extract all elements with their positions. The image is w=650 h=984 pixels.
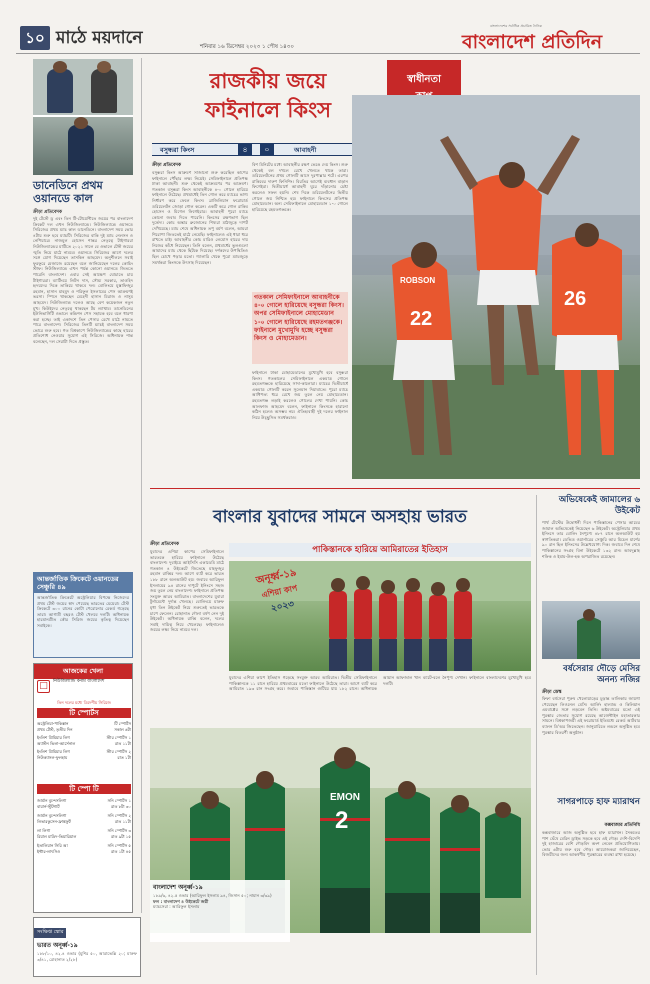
hero-body-col-2: বিশ মিনিটের মধ্যে আবাহনীর রক্ষণ ভেঙে দেয় কিংস। শুরু থেকেই বল দখলে রেখে খেলতে থাকে তারা। ডরিয়েলটনের প্রথম গোলটি আসে দূরপাল্লার শটে। এরপর রাকিবের দারুণ ফিনিশিং। বিরতির আগেই ব্যবধান বাড়ান ফিগেইরা। দ্বিতীয়ার্ধে আবাহনী ঘুরে দাঁড়ানোর চেষ্টা করলেও সফল হয়নি। শেষ দিকে ডরিয়েলটনের দ্বিতীয় গোলে জয় নিশ্চিত হয়। ফাইনালে কিংসের প্রতিপক্ষ মোহামেডান। অন্য সেমিফাইনালে মোহামেডান ১-০ গোলে হারিয়েছে রহমতগঞ্জকে। xyxy=(252,162,348,212)
tv-row: বায়ার্ন-স্টুটগার্ট রাত ৮টা ৩০ xyxy=(37,803,131,809)
intl-box-body: আন্তর্জাতিক ক্রিকেটে অস্ট্রেলিয়ার বিপক্ষে নিজেদের প্রথম টেস্ট জয়ের স্বাদ পেয়েছে ভারতের মেয়েরা। টেস্ট ক্রিকেটে ৩০০ রানের কোটা পেরোনোর রেকর্ড গড়েছে তারা। আগামী বছরও টেস্ট খেলবে দলটি। অধিনায়ক হারমানপ্রীত কৌর সিরিজ জয়ের কৃতিত্ব দিয়েছেন সবাইকে। xyxy=(37,595,129,628)
section-name: মাঠে ময়দানে xyxy=(56,28,143,48)
team-a-name: বসুন্ধরা কিংস xyxy=(160,146,195,154)
intl-box-title: আন্তর্জাতিক ক্রিকেটে ওয়ানডের সেঞ্চুরি ৪৯ xyxy=(34,573,132,593)
jamal-photo-art xyxy=(542,601,640,659)
tv-row: রিয়াল মাদ্রিদ-ভিয়ারিয়াল রাত ৯টা ১৫ xyxy=(37,833,131,839)
tv-row: অস্ট্রেলিয়া-পাকিস্তান টি স্পোর্টস xyxy=(37,721,131,726)
scorecard-team1: ভারত অনূর্ধ্ব-১৯ xyxy=(37,942,78,949)
hero-body-col-1: বসুন্ধরা কিংস আক্রমণ সাজানো শুরু করেছিল কাপের ফাইনালে পৌঁছার লক্ষ্য নিয়েই। সেমিফাইনালে প্রতিপক্ষ ঢাকা আবাহনী। শুরু থেকেই আক্রমণের পর আক্রমণ। গতকাল বসুন্ধরা কিংস আবাহনীকে ৪-০ গোলে হারিয়ে ফাইনালে উঠেছে। প্রথমার্ধেই তিন গোল করে ম্যাচের ভাগ্য নির্ধারণ করে ফেলে কিংস। ব্রাজিলিয়ান ফরোয়ার্ড ডরিয়েলটন জোড়া গোল করেন। একটি করে গোল রাকিব হোসেন ও মিগেল ফিগেইরার। আবাহনী পুরো ম্যাচে কোনো জবাব দিতে পারেনি। কিংসের রক্ষণভাগ ছিল দুর্ভেদ্য। কোচ অস্কার ব্রুজোনের শিষ্যরা মাঠজুড়ে দাপট দেখিয়েছে। ম্যাচ শেষে অধিনায়ক তপু বর্মণ বলেন, আমরা শিরোপা জিততেই মাঠে নেমেছি। ফাইনালেও এই ধারা ধরে রাখতে চাই। আবাহনীর কোচ মারিও লেমোস হারের দায় নিজের কাঁধে নিয়েছেন। তিনি বলেন, প্রথমার্ধের ভুলগুলো আমাদের ম্যাচ থেকে ছিটকে দিয়েছে। দর্শকদের উপস্থিতিও ছিল চোখে পড়ার মতো। গ্যালারি থেকে পুরো ম্যাচজুড়ে সমর্থকরা কিংসকে উৎসাহ দিয়েছেন। xyxy=(152,170,248,265)
jersey-name-left: ROBSON xyxy=(400,276,436,285)
scorecard-label: সংক্ষিপ্ত স্কোর xyxy=(34,928,66,938)
brand-tagline: বাংলাদেশের সর্বাধিক প্রচারিত দৈনিক xyxy=(490,24,542,28)
tv-row: ইংলিশ প্রিমিয়ার লিগ স্টার স্পোর্টস ২ xyxy=(37,749,131,754)
team-a-score: ৪ xyxy=(238,144,252,155)
page-header xyxy=(0,0,650,56)
tv-row: জার্মান বুন্দেসলিগা সনি স্পোর্টস ২ xyxy=(37,813,131,818)
hero-celebration-photo xyxy=(352,95,640,479)
tv-icon: □ xyxy=(37,680,50,693)
bd-score-mom: ম্যাচসেরা : আরিফুল ইসলাম xyxy=(153,904,200,910)
jersey-number-left: 22 xyxy=(410,308,433,330)
left-story-byline: ক্রীড়া প্রতিবেদক xyxy=(33,210,62,215)
date-line: শনিবার ১৬ ডিসেম্বর ২০২৩ ১ পৌষ ১৪৩০ xyxy=(200,44,294,50)
hero-byline: ক্রীড়া প্রতিবেদক xyxy=(152,163,181,168)
uae-team-photo xyxy=(229,561,531,671)
tv-row: লিভারকুসেন-ফ্রাঙ্কফুর্ট রাত ১১টা xyxy=(37,818,131,824)
player-photo xyxy=(33,59,133,175)
jamal-body: পার্থ টেস্টের উদ্বোধনী দিনে পাকিস্তানের পেসার আমের জামাল অভিষেকেই নিয়েছেন ৬ উইকেট। অস্ট্রেলিয়ার প্রথম ইনিংসে তার বোলিং নৈপুণ্যে ৪৮৭ রানে অলআউট হয় স্বাগতিকরা। ডেভিড ওয়ার্নারের সেঞ্চুরি আর মিচেল মার্শের ৯০ রান ছিল ইনিংসের উল্লেখযোগ্য দিক। জবাবে দিন শেষে পাকিস্তানের সংগ্রহ বিনা উইকেটে ১৩২ রান। আবদুল্লাহ শফিক ও ইমাম-উল-হক অপরাজিত রয়েছেন। xyxy=(542,520,640,559)
hero-headline-line-1: রাজকীয় জয়ে xyxy=(209,69,327,93)
tv-row: জার্মান বুন্দেসলিগা সনি স্পোর্টস ১ xyxy=(37,798,131,803)
score-bar xyxy=(152,143,352,156)
hero-headline-line-2: ফাইনালে কিংস xyxy=(205,98,331,122)
tv-schedule-box xyxy=(33,663,133,913)
scorecard-box xyxy=(33,917,141,977)
marathon-headline: সাগরপাড়ে হাফ ম্যারাথন xyxy=(557,797,640,807)
u19-asia-cup-badge: অনূর্ধ্ব-১৯ এশিয়া কাপ ২০২৩ xyxy=(255,567,299,615)
jamal-bowler-photo xyxy=(542,601,640,659)
hero-photo-art xyxy=(352,95,640,479)
u19-byline: ক্রীড়া প্রতিবেদক xyxy=(150,542,179,547)
tv-row: নিউক্যাসল-ফুলহাম রাত ১টা xyxy=(37,754,131,760)
u19-body: যুবাদের এশিয়া কাপের সেমিফাইনালে ভারতকে হারিয়ে ফাইনালে উঠেছে বাংলাদেশ। দুবাইয়ে আইসিসি একাডেমি মাঠে গতকাল ৪ উইকেটে জিতেছে মাহফুজুর রহমান রাব্বির দল। আগে ব্যাট করে ভারত ১৮৮ রানে অলআউট হয়। জবাবে আরিফুল ইসলামের ৯৪ রানের দাপুটে ইনিংসে সহজ জয় তুলে নেয় বাংলাদেশ। ফাইনালে প্রতিপক্ষ সংযুক্ত আরব আমিরাত। বাংলাদেশের যুবারা টুর্নামেন্টে দুর্দান্ত খেলছে। বোলিংয়ে মারুফ মৃধা তিন উইকেট নিয়ে শুরুতেই ভারতকে চাপে ফেলেন। রোহানাত দৌলা বর্ষণ নেন দুই উইকেট। অধিনায়ক রাব্বি বলেন, দলের সবাই দায়িত্ব নিয়ে খেলেছে। ফাইনালেও জয়ের লক্ষ্য নিয়ে নামবে দল। xyxy=(150,549,224,633)
bd-score-team: বাংলাদেশ অনূর্ধ্ব-১৯ xyxy=(153,884,203,891)
jersey-number-right: 26 xyxy=(564,288,587,310)
uae-body: যুবাদের এশিয়া কাপে ইতিহাস গড়েছে সংযুক্ত আরব আমিরাত। দ্বিতীয় সেমিফাইনালে পাকিস্তানকে ১১ রানে হারিয়ে প্রথমবারের মতো ফাইনালে উঠেছে তারা। আগে ব্যাট করে আমিরাত ১৯৩ রান সংগ্রহ করে। জবাবে পাকিস্তান গুটিয়ে যায় ১৮২ রানে। অধিনায়ক আয়ান আফজাল খান ব্যাটে-বলে নৈপুণ্য দেখান। ফাইনালে বাংলাদেশের মুখোমুখি হবে দলটি। xyxy=(229,675,531,692)
brand-logo: বাংলাদেশ প্রতিদিন xyxy=(462,31,603,53)
messi-byline: ক্রীড়া ডেস্ক xyxy=(542,690,562,695)
u19-headline: বাংলার যুবাদের সামনে অসহায় ভারত xyxy=(213,507,467,527)
jersey-number: 2 xyxy=(335,807,349,834)
messi-headline: বর্ষসেরার দৌড়ে মেসির অনন্য নজির xyxy=(563,664,640,685)
tv-row: অ্যাস্টন ভিলা-আর্সেনাল রাত ১১টা xyxy=(37,740,131,746)
page-number-badge: ১০ xyxy=(20,26,50,50)
column-divider xyxy=(141,58,142,913)
messi-body: ফিফা বর্ষসেরা পুরুষ খেলোয়াড়ের চূড়ান্ত তালিকায় জায়গা পেয়েছেন লিওনেল মেসি। আর্লিং হাল্যান্ড ও কিলিয়ান এমবাপ্পের সঙ্গে লড়বেন তিনি। অষ্টমবারের মতো এই পুরস্কার জেতার সুযোগ রয়েছে আর্জেন্টাইন মহাতারকার সামনে। বিশ্বকাপজয়ী এই ফরোয়ার্ড ইতিমধ্যে রেকর্ড আটবার ব্যালন ডি'অর জিতেছেন। জানুয়ারিতে লন্ডনে অনুষ্ঠিত হবে পুরস্কার বিতরণী অনুষ্ঠান। xyxy=(542,696,640,735)
ribbon-line-1: স্বাধীনতা xyxy=(407,74,441,85)
tv-tag-banner: টি স্পোর্টস xyxy=(37,708,131,718)
scorecard-team1-detail: ১৮৮/১০, ৪২.৪ ওভার (মুশির ৫০, আরাভেল্লি ২০; মারুফ ৩/৪১, রোহানাত ২/২৮) xyxy=(37,951,137,962)
left-story-headline: ডানেডিনে প্রথম ওয়ানডে কাল xyxy=(33,179,103,205)
hero-caption: গতকাল সেমিফাইনালে আবাহনীকে ৪-০ গোলে হারিয়েছে বসুন্ধরা কিংস। অপর সেমিফাইনালে মোহামেডান ১-০ গোলে হারিয়েছে রহমতগঞ্জকে। ফাইনালে মুখোমুখি হচ্ছে বসুন্ধরা কিংস ও মোহামেডান। xyxy=(252,292,348,364)
uae-headline: পাকিস্তানকে হারিয়ে আমিরাতের ইতিহাস xyxy=(229,543,531,557)
tv-row-list xyxy=(37,721,131,763)
tv-row-list-2 xyxy=(37,798,131,854)
tv-row: লা লিগা সনি স্পোর্টস ৩ xyxy=(37,828,131,833)
jamal-headline: অভিষেকেই জামালের ৬ উইকেট xyxy=(558,495,640,516)
tv-box-subtitle: নিউজিল্যান্ড বনাম বাংলাদেশ xyxy=(53,679,105,684)
tv-row: ইন্টার-লাৎসিও রাত ১টা ৪৫ xyxy=(37,848,131,854)
bd-score-detail: ১৮৯/৬, ৪২.৫ ওভার (আরিফুল ইসলাম ৯৪, জিসান ৫০; নামান ৩/৩৯) xyxy=(153,893,272,898)
section-rule xyxy=(150,488,640,489)
right-column-divider xyxy=(536,495,537,975)
marathon-body: কক্সবাজারে আজ অনুষ্ঠিত হবে হাফ ম্যারাথন। সৈকতের পাশ ঘেঁষে মেরিন ড্রাইভ সড়কে হবে এই দৌড়। দেশি-বিদেশি দুই হাজারের বেশি দৌড়বিদ অংশ নেবেন প্রতিযোগিতায়। ভোর ৬টায় শুরু হবে দৌড়। আয়োজকরা জানিয়েছেন, বিজয়ীদের জন্য আকর্ষণীয় পুরস্কারের ব্যবস্থা রাখা হয়েছে। xyxy=(542,830,640,858)
tv-tag-banner-2: টি স্পো টি xyxy=(37,784,131,794)
tv-row: ইতালিয়ান সিরি আ সনি স্পোর্টস ৫ xyxy=(37,843,131,848)
bd-score-result: ফল : বাংলাদেশ ৪ উইকেটে জয়ী xyxy=(153,898,209,904)
tv-box-title: আজকের খেলা xyxy=(34,664,132,679)
intl-cricket-box xyxy=(33,572,133,658)
tv-row: ইংলিশ প্রিমিয়ার লিগ স্টার স্পোর্টস ১ xyxy=(37,735,131,740)
tv-box-note: তিন দলের মধ্যে ত্রিদেশীয় সিরিজে xyxy=(57,700,111,705)
jersey-name: EMON xyxy=(330,792,360,803)
header-rule xyxy=(16,53,640,54)
team-b-score: ০ xyxy=(260,144,274,155)
left-story-body: দুই টেস্টে ড্র এবং তিন টি-টোয়েন্টিতে জয়ের পর বাংলাদেশ ক্রিকেট দল এখন নিউজিল্যান্ডে। নিউজিল্যান্ডে ওয়ানডে সিরিজের প্রথম ম্যাচ কাল ডানেডিনে। বাংলাদেশ সময় ভোর ৪টায় শুরু হবে ম্যাচটি। সিরিজের বাকি দুই ম্যাচ নেলসন ও নেপিয়ারে। নাজমুল হোসেন শান্তর নেতৃত্বে টাইগাররা নিউজিল্যান্ডের মাটিতে ২০২১ সালে বে ওভালে টেস্ট জয়ের স্মৃতি নিয়ে মাঠে নামবে। ওয়ানডে সিরিজের আগে দলের সঙ্গে যোগ দিয়েছেন তাসকিন আহমেদ। অনুশীলনে সবাই ফুরফুরে মেজাজে রয়েছেন বলে জানিয়েছেন দলের কোচিং স্টাফ। নিউজিল্যান্ডে এখন পর্যন্ত কোনো ওয়ানডে জিততে পারেনি বাংলাদেশ। এবার সেই আক্ষেপ ঘোচাতে চায় টাইগাররা। ব্যাটিংয়ে লিটন দাস, সৌম্য সরকার, তাওহিদ হৃদয়দের দিকে তাকিয়ে থাকবে দল। বোলিংয়ে মুস্তাফিজুর রহমান, হাসান মাহমুদ ও শরিফুল ইসলামের পেস আক্রমণই ভরসা। স্পিনে থাকছেন মেহেদী হাসান মিরাজ ও নাসুম আহমেদ। নিউজিল্যান্ড দলেও আছে বেশ কয়েকজন নতুন মুখ। কিউইদের নেতৃত্বে থাকছেন টম ল্যাথাম। ডানেডিনের ইউনিভার্সিটি ওভালে কন্ডিশন পেস সহায়ক হবে বলে ধারণা করা হচ্ছে। তাই একাদশে তিন পেসার রেখে মাঠে নামতে পারে বাংলাদেশ। সিরিজের তিনটি ম্যাচই বাংলাদেশ সময় ভোরে শুরু হবে। গত বিশ্বকাপে নিউজিল্যান্ডের কাছে হারের প্রতিশোধ নেওয়ার সুযোগ এই সিরিজে। অধিনায়ক শান্ত বলেছেন, দল সেরাটা দিতে প্রস্তুত। xyxy=(33,216,133,345)
tv-row: প্রথম টেস্ট, তৃতীয় দিন সকাল ৬টা xyxy=(37,726,131,732)
team-b-name: আবাহনী xyxy=(294,146,317,154)
hero-body-col-3: ফাইনালে ঢাকা মোহামেডানের মুখোমুখি হবে বসুন্ধরা কিংস। গতকালের সেমিফাইনালে একমাত্র গোলে রহমতগঞ্জকে হারিয়েছে সাদা-কালোরা। ম্যাচের দ্বিতীয়ার্ধে একমাত্র গোলটি করেন সুলেমান দিয়াবাতে। পুরো ম্যাচে আধিপত্য ধরে রেখে জয় তুলে নেয় মোহামেডান। রহমতগঞ্জ লড়াই করলেও গোলের দেখা পায়নি। কোচ আলফাজ আহমেদ বলেন, ফাইনালে কিংসকে হারানো কঠিন হলেও অসম্ভব নয়। ঐতিহ্যবাহী দুই দলের ফাইনাল নিয়ে উচ্ছ্বসিত সমর্থকরাও। xyxy=(252,370,348,420)
marathon-byline: কক্সবাজার প্রতিনিধি xyxy=(604,823,640,828)
bd-score-box xyxy=(150,880,290,942)
